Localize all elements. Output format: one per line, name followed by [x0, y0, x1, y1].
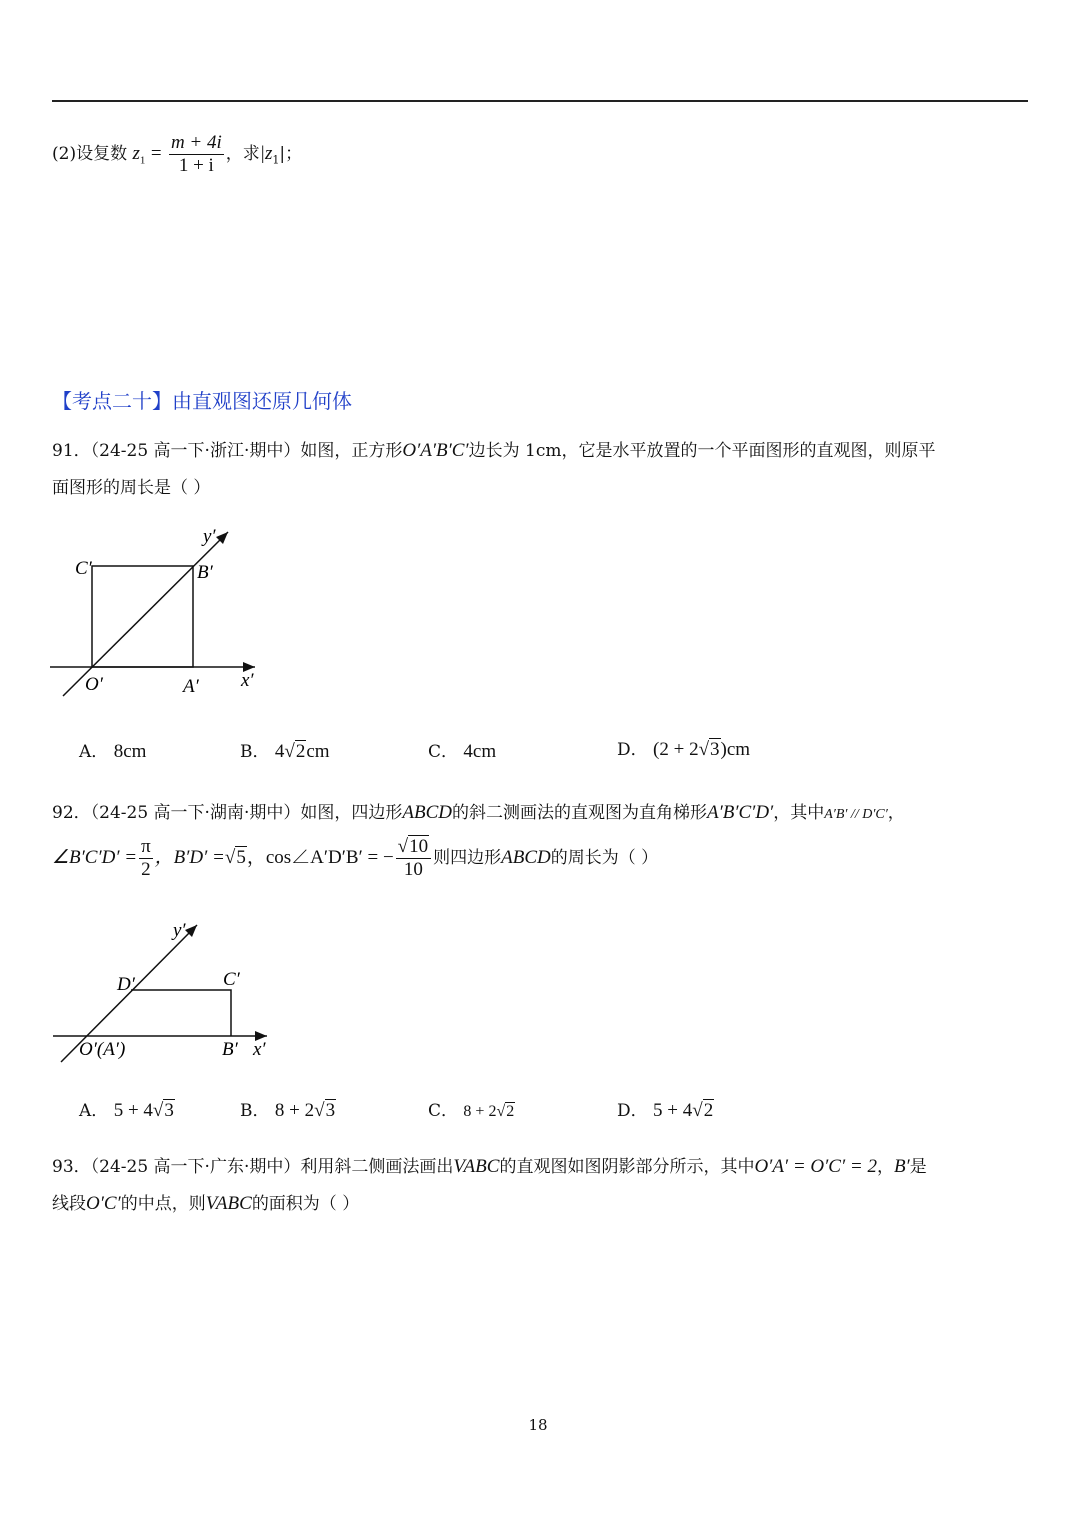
text: 的斜二测画法的直观图为直角梯形 — [451, 803, 707, 823]
text: 线段 — [52, 1194, 86, 1214]
text: 的周长为（ ） — [550, 848, 659, 868]
text: ， — [887, 803, 905, 823]
key: C． — [428, 1101, 459, 1121]
label-c: C′ — [223, 969, 240, 990]
math: 8 + 2 — [463, 1103, 497, 1120]
math: z — [132, 143, 140, 164]
math: (2 + 2 — [653, 739, 699, 760]
math: B′ — [893, 1156, 910, 1177]
text: 的中点，则 — [120, 1194, 206, 1214]
math: = — [150, 143, 162, 164]
math: O′A′ = O′C′ = 2 — [754, 1156, 877, 1177]
math: A′B′C′D′ — [706, 802, 774, 823]
label-a: A′ — [183, 676, 199, 697]
label-o: O′ — [85, 674, 103, 695]
math: 1 — [272, 153, 280, 167]
math: 4 — [274, 741, 285, 762]
label-x: x′ — [253, 1039, 266, 1060]
text: 91．（24-25 高一下·浙江·期中）如图，正方形 — [52, 441, 403, 461]
math: O′C′ — [86, 1193, 121, 1214]
page-number: 18 — [528, 1416, 548, 1434]
radicand: 5 — [236, 847, 246, 868]
key: A． — [79, 1101, 109, 1121]
label-c: C′ — [75, 558, 92, 579]
text: 8cm — [113, 741, 147, 762]
text: ，求 — [225, 144, 260, 164]
text: ， — [876, 1157, 894, 1177]
radicand: 2 — [703, 1100, 714, 1121]
math: A′B′ // D′C′ — [824, 807, 888, 822]
math: VABC — [453, 1156, 500, 1177]
key: C． — [428, 742, 459, 762]
q92-option-a[interactable]: A． 5 + 4√3 — [79, 1100, 174, 1121]
q92-option-d[interactable]: D． 5 + 4√2 — [617, 1100, 714, 1121]
denominator: 2 — [141, 859, 151, 880]
text: ，其中 — [773, 803, 825, 823]
q93-line2 — [52, 1189, 359, 1215]
q93-line1 — [52, 1152, 927, 1178]
numerator: π — [141, 836, 151, 857]
label-x: x′ — [241, 670, 254, 691]
key: B． — [240, 1101, 270, 1121]
q92-figure — [45, 915, 285, 1070]
fraction: $\frac{√10}{10}$ — [396, 836, 431, 881]
radicand: 3 — [164, 1100, 174, 1121]
q91-option-d[interactable]: D． (2 + 2√3)cm — [617, 739, 751, 760]
text: 则四边形 — [433, 848, 502, 868]
q92-line2: ∠B′C′D′ = $\frac{\pi}{2}$ ，B′D′ =√5，cos∠A′D′B′ = − $\frac{√10}{10}$ 则四边形ABCD的周长为（ ） — [52, 836, 659, 880]
math: O′A′B′C′ — [402, 440, 469, 461]
q92-option-b[interactable]: B． 8 + 2√3 — [240, 1100, 336, 1121]
math: ABCD — [402, 802, 452, 823]
denominator: 10 — [403, 859, 423, 880]
math: ∠B′C′D′ = — [52, 847, 138, 868]
fraction — [139, 836, 153, 881]
label-y: y′ — [203, 526, 216, 547]
key: B． — [240, 742, 270, 762]
text: 4cm — [463, 741, 497, 762]
radicand: 3 — [710, 739, 720, 760]
label-b: B′ — [222, 1039, 238, 1060]
prev-question-part2 — [52, 132, 302, 177]
radicand: 2 — [295, 741, 306, 762]
label-o-a: O′(A′) — [79, 1039, 126, 1060]
text: 92．（24-25 高一下·湖南·期中）如图，四边形 — [52, 803, 403, 823]
q91-option-c[interactable] — [428, 737, 496, 763]
math: cm — [306, 741, 330, 762]
q91-option-a[interactable] — [79, 737, 146, 763]
q91-line2: 面图形的周长是（ ） — [52, 478, 211, 498]
header-rule — [52, 100, 1028, 102]
math: VABC — [205, 1193, 252, 1214]
q92-option-c[interactable]: C． 8 + 2√2 — [428, 1101, 515, 1121]
math: )cm — [720, 739, 751, 760]
radicand: 3 — [325, 1100, 336, 1121]
key: D． — [617, 740, 648, 760]
q92-line1 — [52, 798, 905, 824]
denominator: 1 + i — [178, 155, 214, 176]
key: D． — [617, 1101, 648, 1121]
label-y: y′ — [173, 920, 186, 941]
q91-line1 — [52, 436, 935, 462]
math: 1 — [139, 154, 146, 167]
text: |； — [279, 144, 303, 164]
q91-option-b[interactable]: B． 4√2cm — [240, 741, 330, 762]
numerator: m + 4i — [170, 132, 222, 153]
label-b: B′ — [197, 562, 213, 583]
math: 8 + 2 — [274, 1100, 315, 1121]
fraction — [169, 132, 224, 177]
math: 5 + 4 — [113, 1100, 153, 1121]
math: |z — [259, 143, 273, 164]
math: ，cos∠A′D′B′ = − — [246, 847, 394, 868]
numerator: 10 — [409, 836, 429, 857]
text: 是 — [909, 1157, 927, 1177]
math: ，B′D′ = — [154, 847, 225, 868]
math: ABCD — [501, 847, 551, 868]
text: 93．（24-25 高一下·广东·期中）利用斜二侧画法画出 — [52, 1157, 454, 1177]
text: 的直观图如图阴影部分所示，其中 — [499, 1157, 755, 1177]
text: 边长为 1cm，它是水平放置的一个平面图形的直观图，则原平 — [468, 441, 936, 461]
section-heading: 【考点二十】由直观图还原几何体 — [52, 389, 352, 413]
text: (2)设复数 — [52, 144, 128, 164]
label-d: D′ — [117, 974, 135, 995]
key: A． — [79, 742, 109, 762]
radicand: 2 — [506, 1103, 515, 1120]
text: 的面积为（ ） — [251, 1194, 360, 1214]
q91-figure — [45, 520, 275, 705]
math: 5 + 4 — [653, 1100, 693, 1121]
